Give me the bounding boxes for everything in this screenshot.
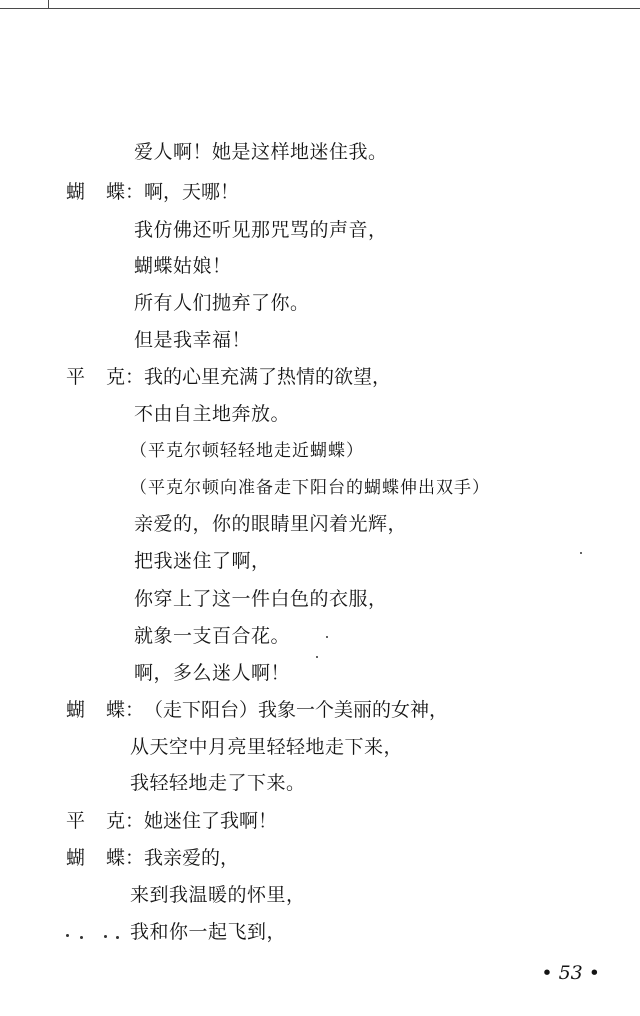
dialogue-text: 我亲爱的， xyxy=(144,847,240,869)
scan-speck xyxy=(66,934,69,937)
dialogue-text: 她迷住了我啊！ xyxy=(144,810,278,832)
scan-speck xyxy=(316,656,318,658)
dialogue-line xyxy=(66,365,391,389)
scan-speck xyxy=(326,636,328,638)
dialogue-text: 我的心里充满了热情的欲望， xyxy=(144,366,392,388)
stage-direction-text: （平克尔顿轻轻地走近蝴蝶） xyxy=(130,441,364,461)
verse-text: 啊，多么迷人啊！ xyxy=(134,662,291,684)
dialogue-text: （走下阳台）我象一个美丽的女神， xyxy=(144,699,449,721)
verse-line xyxy=(134,328,251,352)
scan-speck xyxy=(116,936,119,939)
speaker-name-part: 蝶： xyxy=(106,699,145,721)
dialogue-line xyxy=(66,180,239,204)
verse-text: 所有人们抛弃了你。 xyxy=(134,292,310,314)
verse-line xyxy=(130,883,306,907)
verse-line xyxy=(134,291,310,315)
speaker-name-part: 蝴 xyxy=(66,847,86,869)
verse-text: 不由自主地奔放。 xyxy=(134,403,291,425)
verse-line xyxy=(134,218,388,242)
verse-line xyxy=(130,735,403,759)
verse-line xyxy=(130,920,286,944)
page-top-border xyxy=(0,8,640,9)
dialogue-text: 啊，天哪！ xyxy=(144,181,240,203)
verse-line xyxy=(134,549,271,573)
verse-line xyxy=(134,254,232,278)
speaker-name-part: 蝴 xyxy=(66,181,86,203)
speaker-name-part: 平 xyxy=(66,366,86,388)
verse-text: 但是我幸福！ xyxy=(134,329,252,351)
speaker-name-part: 克： xyxy=(106,810,145,832)
verse-line xyxy=(134,624,290,648)
speaker-name-part: 平 xyxy=(66,810,86,832)
verse-line xyxy=(134,512,407,536)
verse-line xyxy=(130,771,306,795)
verse-text: 蝴蝶姑娘！ xyxy=(134,255,232,277)
verse-text: 我轻轻地走了下来。 xyxy=(130,772,306,794)
verse-text: 从天空中月亮里轻轻地走下来， xyxy=(130,736,404,758)
verse-text: 把我迷住了啊， xyxy=(134,550,271,572)
verse-text: 我仿佛还听见那咒骂的声音， xyxy=(134,219,388,241)
verse-line xyxy=(134,661,290,685)
stage-direction-text: （平克尔顿向准备走下阳台的蝴蝶伸出双手） xyxy=(130,478,490,498)
page-number: • 53 • xyxy=(541,962,600,984)
verse-text: 就象一支百合花。 xyxy=(134,625,291,647)
verse-text: 来到我温暖的怀里， xyxy=(130,884,306,906)
dialogue-line xyxy=(66,809,277,833)
verse-text: 我和你一起飞到， xyxy=(130,921,287,943)
stage-direction xyxy=(130,439,364,463)
scan-speck xyxy=(104,935,107,938)
verse-line xyxy=(134,402,290,426)
dialogue-line xyxy=(66,698,448,722)
dialogue-line xyxy=(66,846,239,870)
speaker-name-part: 克： xyxy=(106,366,145,388)
page-top-border-tick xyxy=(48,0,49,9)
verse-text: 爱人啊！她是这样地迷住我。 xyxy=(134,141,388,163)
speaker-name-part: 蝶： xyxy=(106,181,145,203)
speaker-name-part: 蝶： xyxy=(106,847,145,869)
verse-text: 你穿上了这一件白色的衣服， xyxy=(134,588,388,610)
verse-text: 亲爱的，你的眼睛里闪着光辉， xyxy=(134,513,408,535)
scan-speck xyxy=(580,552,582,554)
stage-direction xyxy=(130,476,490,500)
verse-line xyxy=(134,587,388,611)
verse-line xyxy=(134,140,388,164)
speaker-name-part: 蝴 xyxy=(66,699,86,721)
scan-speck xyxy=(80,936,83,939)
